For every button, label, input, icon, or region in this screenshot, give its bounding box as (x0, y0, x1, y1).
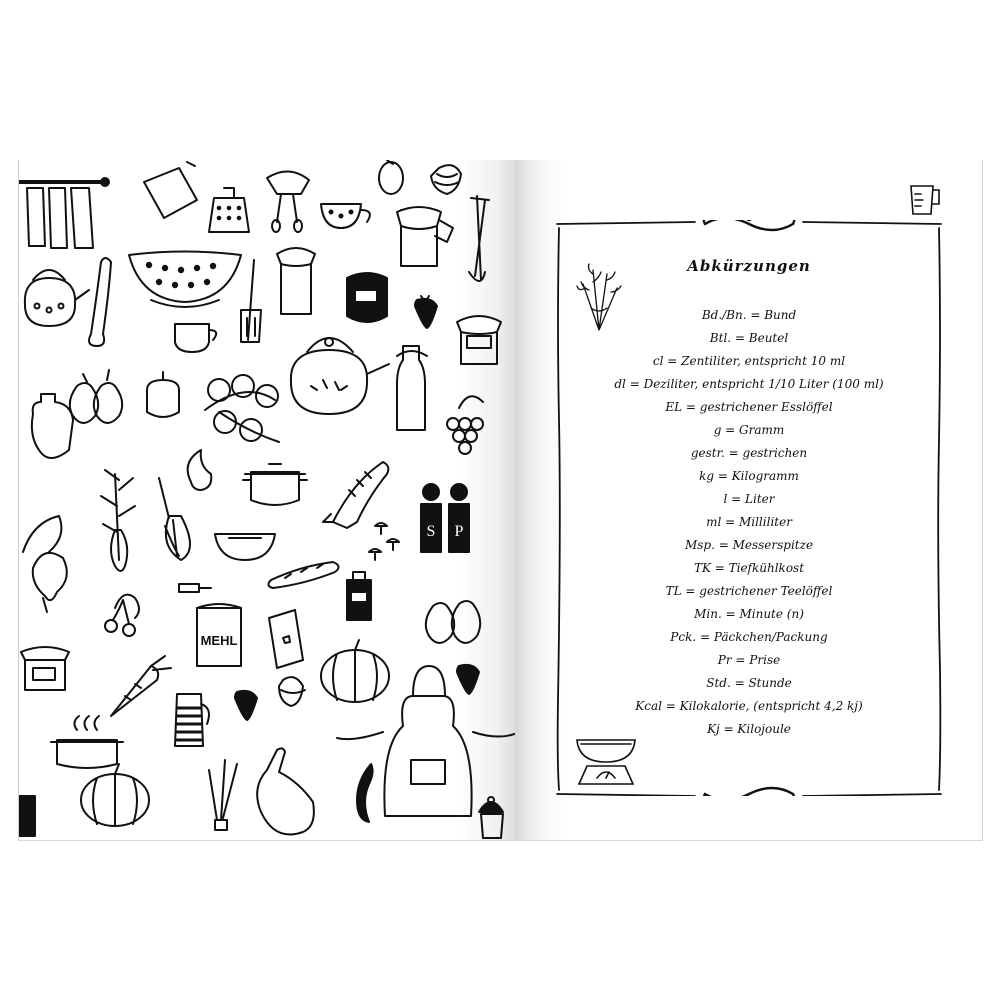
fish-icon (323, 462, 388, 528)
cupcake-icon (479, 797, 503, 838)
left-page (18, 160, 516, 841)
list-item: cl = Zentiliter, entspricht 10 ml (652, 354, 846, 368)
list-item: dl = Deziliter, entspricht 1/10 Liter (100 ml) (614, 377, 884, 391)
hand-mixer-icon (267, 171, 309, 232)
artichoke-icon (431, 165, 461, 194)
right-page (515, 160, 983, 841)
list-item: TL = gestrichener Teelöffel (665, 584, 833, 598)
strawberry-icon (457, 665, 479, 694)
salt-and-pepper-shakers-icon (421, 484, 469, 552)
bowl-icon (215, 534, 275, 560)
bottle-icon (347, 572, 371, 620)
spatula-icon (241, 260, 261, 342)
oven-mitt-icon (32, 394, 73, 458)
list-item: Kj = Kilojoule (707, 722, 791, 736)
cup-icon (175, 324, 216, 352)
list-item: Std. = Stunde (706, 676, 792, 690)
pumpkin-icon (321, 640, 389, 702)
bottle-icon (397, 346, 427, 430)
coffee-cup-icon (321, 204, 370, 228)
herbs-icon (101, 470, 135, 571)
strawberry-icon (415, 296, 437, 328)
ladle-icon (89, 258, 111, 346)
steaming-pot-icon (51, 716, 123, 768)
page-title: Abkürzungen (687, 257, 811, 275)
strawberry-icon (235, 691, 257, 720)
mushrooms-icon (369, 523, 399, 560)
flour-bag-icon (197, 604, 241, 666)
jug-icon (175, 694, 209, 746)
leek-icon (209, 760, 237, 830)
measuring-cup-icon (907, 182, 943, 216)
whisk-icon (159, 478, 190, 560)
list-item: EL = gestrichener Esslöffel (665, 400, 833, 414)
list-item: kg = Kilogramm (699, 469, 799, 483)
pumpkin-icon (81, 764, 149, 826)
list-item: Msp. = Messerspitze (684, 538, 814, 552)
abbreviation-list (555, 304, 943, 741)
cherries-icon (105, 595, 139, 636)
cutting-board-icon (257, 748, 314, 834)
flourish-ornament-bottom (704, 788, 795, 796)
grater-icon (179, 584, 211, 592)
list-item: Min. = Minute (n) (694, 607, 804, 621)
svg-text:P: P (454, 523, 464, 540)
jam-jar-icon (457, 316, 501, 364)
list-item: l = Liter (723, 492, 775, 506)
jam-jar-icon (397, 207, 453, 266)
list-item: ml = Milliliter (706, 515, 792, 529)
baguette-icon (268, 562, 338, 588)
cheese-grater-icon (209, 188, 249, 232)
list-item: gestr. = gestrichen (690, 446, 808, 460)
kettle-icon (291, 338, 389, 414)
grater-icon (19, 796, 35, 836)
tomatoes-icon (205, 375, 279, 442)
open-book (18, 160, 982, 840)
pepper-icon (147, 372, 179, 417)
tea-towels-icon (19, 178, 109, 248)
hanging-cloth-icon (144, 162, 197, 218)
leek-icon (469, 196, 489, 281)
pot-icon (243, 464, 307, 505)
grapes-icon (447, 396, 483, 454)
pears-icon (70, 370, 122, 423)
jam-jar-icon (347, 273, 387, 322)
book-icon (269, 610, 303, 668)
list-item: TK = Tiefkühlkost (693, 561, 805, 575)
kitchen-doodle-illustrations (19, 160, 516, 840)
onion-icon (188, 450, 212, 490)
svg-text:S: S (426, 523, 436, 540)
colander-icon (129, 252, 241, 308)
banana-icon (357, 764, 373, 822)
flourish-ornament-top (704, 220, 795, 230)
eggplant-icon (379, 160, 403, 194)
list-item: Pr = Prise (717, 653, 781, 667)
jam-jar-icon (21, 647, 69, 690)
list-item: Kcal = Kilokalorie, (entspricht 4,2 kj) (635, 699, 863, 713)
list-item: Bd./Bn. = Bund (701, 308, 797, 322)
svg-text:MEHL: MEHL (200, 633, 238, 648)
list-item: Pck. = Päckchen/Packung (670, 630, 828, 644)
pears-icon (426, 601, 480, 643)
kettle-icon (25, 270, 89, 326)
beet-icon (23, 516, 67, 612)
artichoke-icon (279, 677, 305, 706)
list-item: g = Gramm (713, 423, 785, 437)
list-item: Btl. = Beutel (709, 331, 789, 345)
carrot-icon (111, 656, 171, 716)
jar-icon (277, 248, 315, 314)
